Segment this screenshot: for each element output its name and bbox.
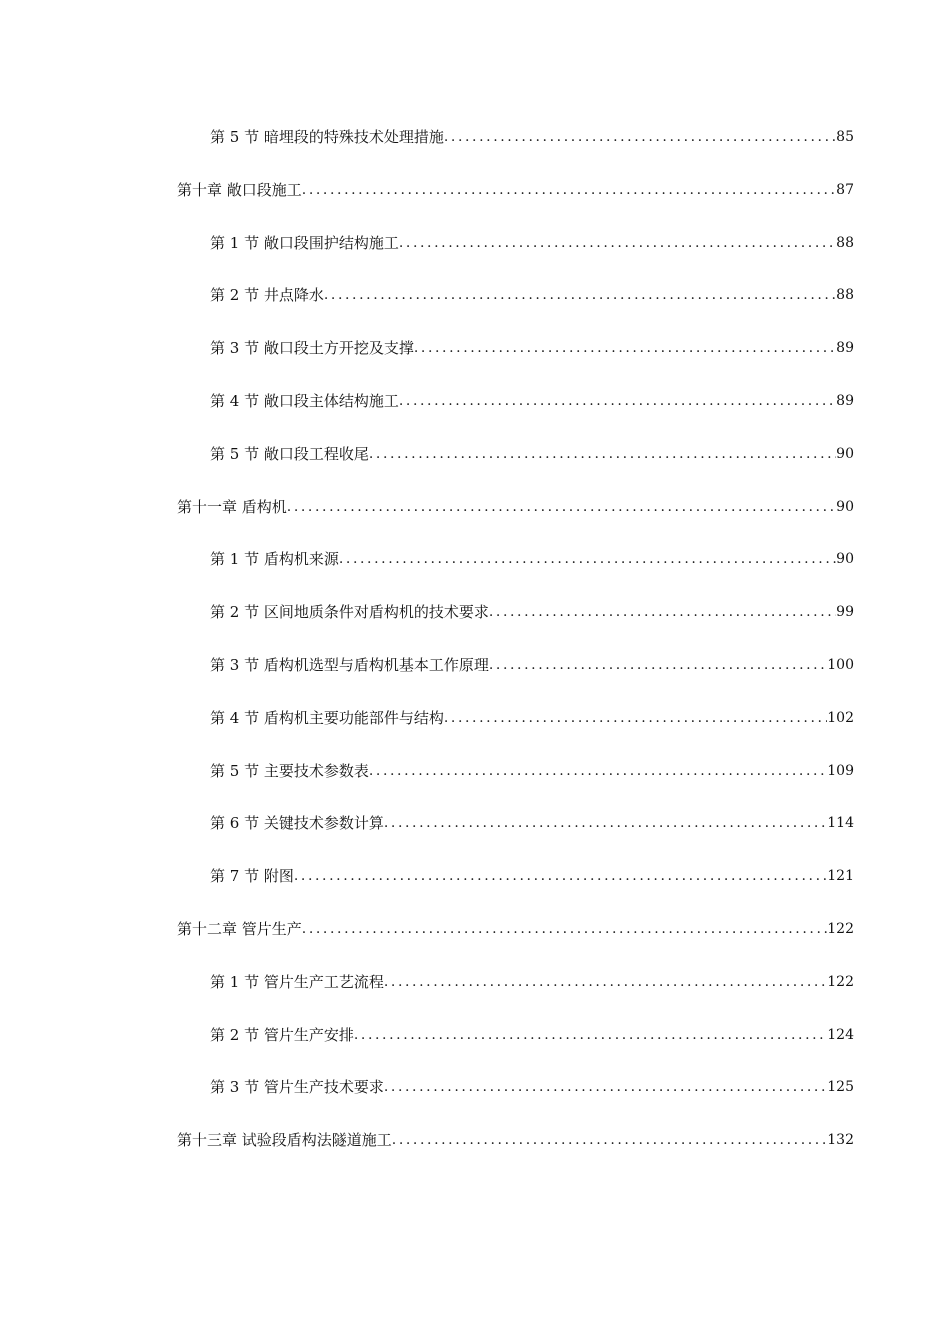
toc-dot-leader [294,863,827,889]
toc-dot-leader [489,599,836,625]
toc-entry-page: 88 [836,234,854,251]
toc-entry-title: 第 3 节 敞口段土方开挖及支撑 [210,339,414,358]
toc-entry[interactable] [0,124,950,177]
toc-dot-leader [392,1127,827,1153]
toc-entry-title: 第 1 节 盾构机来源 [210,550,339,569]
toc-entry-title: 第 2 节 管片生产安排 [210,1025,354,1044]
toc-entry-page: 90 [836,551,854,568]
toc-dot-leader [324,282,836,308]
toc-entry[interactable] [0,335,950,388]
toc-entry-page: 90 [836,445,854,462]
toc-entry-title: 第 5 节 敞口段工程收尾 [210,444,369,463]
toc-dot-leader [444,124,836,150]
toc-entry[interactable] [0,599,950,652]
toc-entry[interactable] [0,863,950,916]
toc-entry[interactable] [0,1127,950,1180]
toc-entry[interactable] [0,705,950,758]
toc-entry[interactable] [0,1022,950,1075]
toc-entry-page: 88 [836,287,854,304]
toc-entry[interactable] [0,969,950,1022]
toc-entry-page: 124 [827,1026,854,1043]
toc-dot-leader [339,546,836,572]
toc-dot-leader [489,652,827,678]
toc-entry-page: 102 [827,709,854,726]
toc-entry[interactable] [0,652,950,705]
toc-entry-page: 132 [827,1132,854,1149]
toc-entry-title: 第十二章 管片生产 [177,919,302,938]
toc-dot-leader [384,810,827,836]
toc-entry[interactable] [0,388,950,441]
toc-entry-title: 第 4 节 盾构机主要功能部件与结构 [210,708,444,727]
toc-entry[interactable] [0,810,950,863]
toc-dot-leader [444,705,827,731]
toc-dot-leader [414,335,836,361]
toc-entry-page: 85 [836,129,854,145]
toc-entry-title: 第 6 节 关键技术参数计算 [210,814,384,833]
toc-dot-leader [384,1074,827,1100]
toc-dot-leader [287,494,836,520]
toc-entry-title: 第 2 节 井点降水 [210,286,324,305]
toc-entry-page: 89 [836,340,854,357]
toc-dot-leader [384,969,827,995]
toc-dot-leader [369,758,827,784]
toc-entry-page: 122 [827,920,854,937]
toc-entry-page: 109 [827,762,854,779]
toc-entry-page: 100 [827,656,854,673]
toc-dot-leader [302,177,836,203]
toc-entry-title: 第 2 节 区间地质条件对盾构机的技术要求 [210,603,489,622]
toc-entry[interactable] [0,546,950,599]
table-of-contents [0,124,950,1180]
toc-entry-title: 第十三章 试验段盾构法隧道施工 [177,1131,392,1150]
toc-entry-title: 第 7 节 附图 [210,867,294,886]
toc-entry-page: 114 [827,815,854,832]
toc-entry[interactable] [0,758,950,811]
toc-entry-page: 99 [836,604,854,621]
toc-entry-title: 第 4 节 敞口段主体结构施工 [210,391,399,410]
toc-dot-leader [369,441,836,467]
toc-entry[interactable] [0,441,950,494]
toc-entry[interactable] [0,177,950,230]
toc-dot-leader [399,388,836,414]
toc-entry-page: 121 [827,868,854,885]
toc-entry-title: 第 5 节 暗埋段的特殊技术处理措施 [210,128,444,146]
toc-entry-title: 第 1 节 敞口段围护结构施工 [210,233,399,252]
toc-entry-page: 122 [827,973,854,990]
toc-dot-leader [302,916,827,942]
toc-dot-leader [399,230,836,256]
toc-entry[interactable] [0,1074,950,1127]
toc-dot-leader [354,1022,827,1048]
toc-entry-page: 90 [836,498,854,515]
toc-entry-title: 第十一章 盾构机 [177,497,287,516]
toc-entry[interactable] [0,494,950,547]
toc-entry[interactable] [0,916,950,969]
toc-entry-page: 87 [836,181,854,198]
toc-entry-page: 125 [827,1079,854,1096]
toc-entry-title: 第 1 节 管片生产工艺流程 [210,972,384,991]
toc-entry-title: 第 3 节 管片生产技术要求 [210,1078,384,1097]
toc-entry-title: 第十章 敞口段施工 [177,180,302,199]
toc-entry[interactable] [0,282,950,335]
toc-entry-page: 89 [836,392,854,409]
toc-entry-title: 第 5 节 主要技术参数表 [210,761,369,780]
toc-entry-title: 第 3 节 盾构机选型与盾构机基本工作原理 [210,655,489,674]
toc-entry[interactable] [0,230,950,283]
